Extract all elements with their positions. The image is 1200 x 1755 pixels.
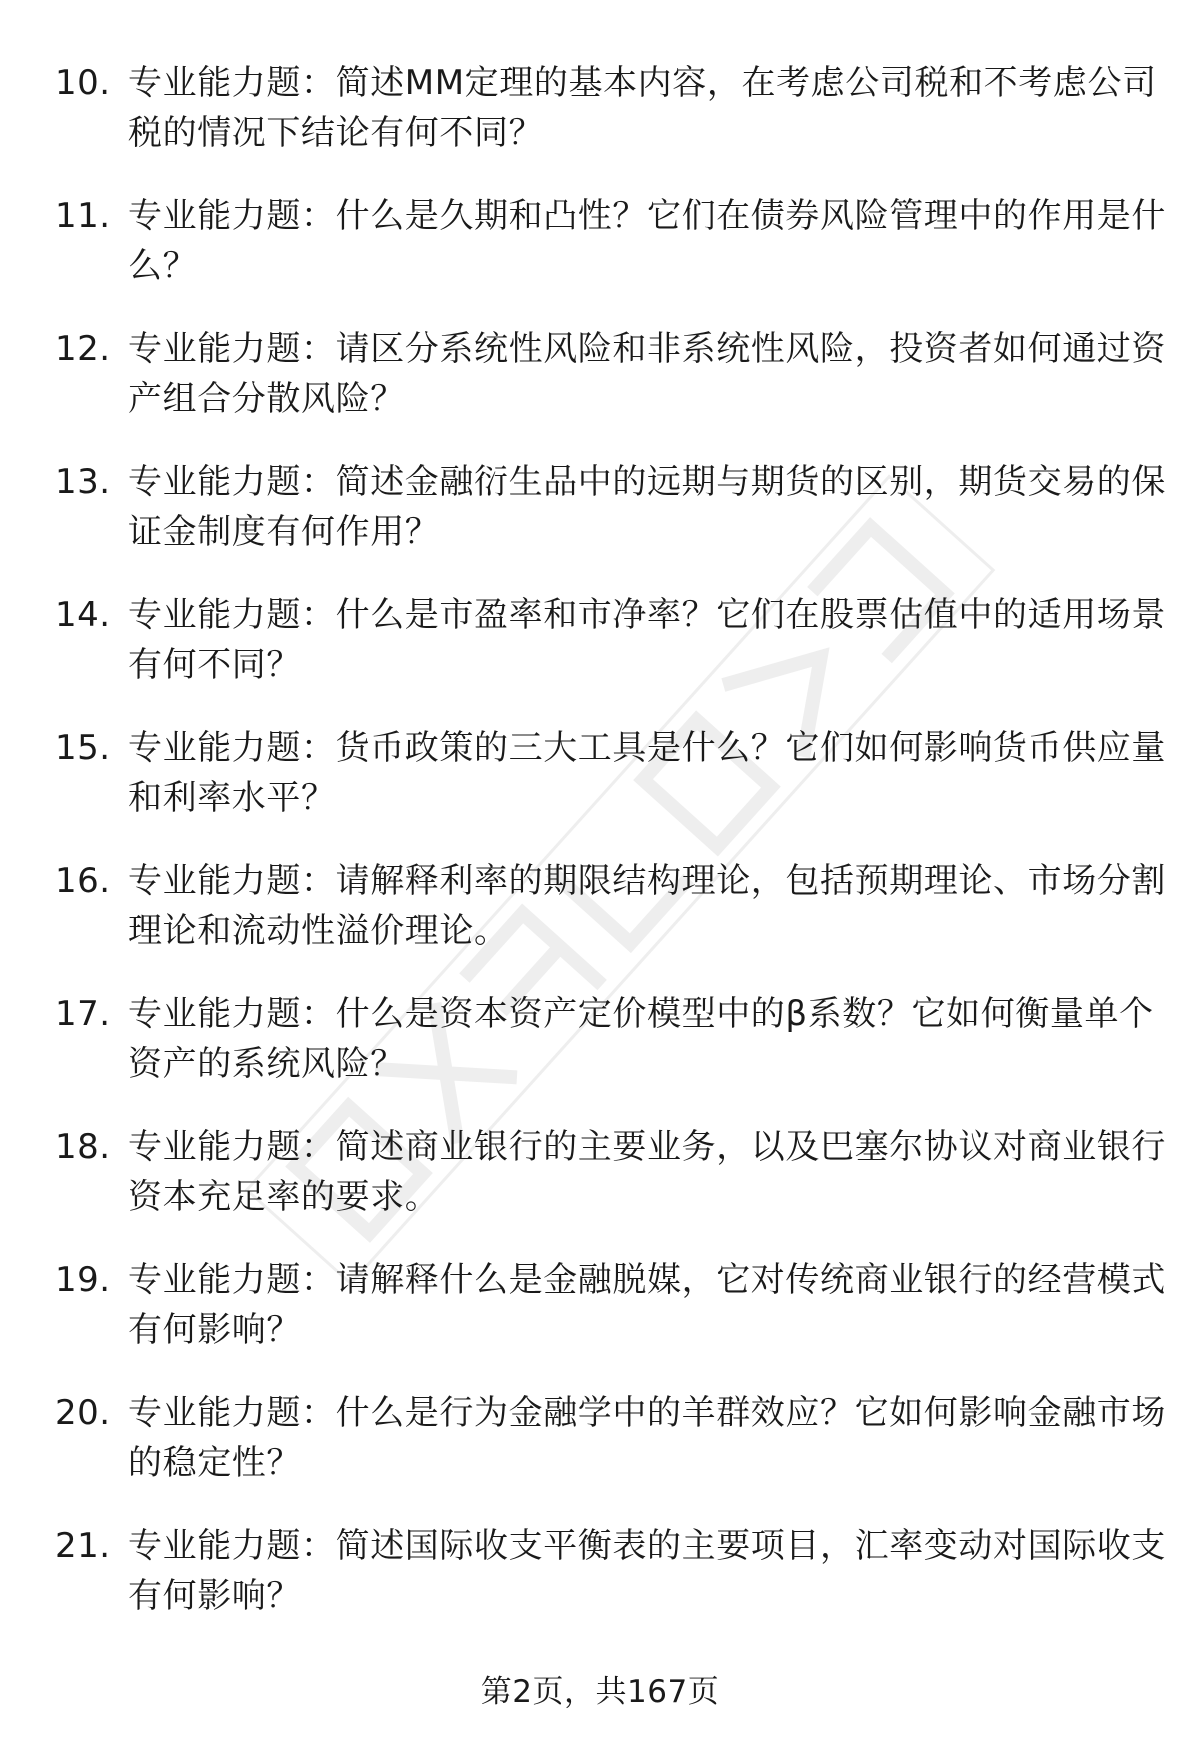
question-item (0, 191, 1200, 324)
question-text: 专业能力题：简述国际收支平衡表的主要项目，汇率变动对国际收支有何影响？ (128, 1526, 1166, 1616)
question-number: 11. (55, 196, 111, 236)
question-item (0, 1255, 1200, 1388)
question-text: 专业能力题：请解释什么是金融脱媒，它对传统商业银行的经营模式有何影响？ (128, 1260, 1166, 1350)
question-item (0, 590, 1200, 723)
question-number: 12. (55, 329, 111, 369)
question-item (0, 723, 1200, 856)
question-number: 19. (55, 1260, 111, 1300)
question-number: 15. (55, 728, 111, 768)
question-item (0, 856, 1200, 989)
question-text: 专业能力题：什么是资本资产定价模型中的β系数？它如何衡量单个资产的系统风险？ (128, 994, 1154, 1084)
question-item (0, 58, 1200, 191)
page-number-footer: 第2页，共167页 (480, 1674, 720, 1710)
question-number: 17. (55, 994, 111, 1034)
question-text: 专业能力题：货币政策的三大工具是什么？它们如何影响货币供应量和利率水平？ (128, 728, 1166, 818)
question-item (0, 1122, 1200, 1255)
question-number: 14. (55, 595, 111, 635)
question-text: 专业能力题：请区分系统性风险和非系统性风险，投资者如何通过资产组合分散风险？ (128, 329, 1166, 419)
question-item (0, 1388, 1200, 1521)
question-list (0, 58, 1200, 1654)
question-item (0, 324, 1200, 457)
question-number: 16. (55, 861, 111, 901)
question-number: 13. (55, 462, 111, 502)
question-text: 专业能力题：什么是市盈率和市净率？它们在股票估值中的适用场景有何不同？ (128, 595, 1166, 685)
question-text: 专业能力题：简述金融衍生品中的远期与期货的区别，期货交易的保证金制度有何作用？ (128, 462, 1166, 552)
question-text: 专业能力题：请解释利率的期限结构理论，包括预期理论、市场分割理论和流动性溢价理论。 (128, 861, 1166, 951)
question-item (0, 457, 1200, 590)
question-text: 专业能力题：什么是行为金融学中的羊群效应？它如何影响金融市场的稳定性？ (128, 1393, 1166, 1483)
question-number: 21. (55, 1526, 111, 1566)
question-item (0, 989, 1200, 1122)
question-text: 专业能力题：简述MM定理的基本内容，在考虑公司税和不考虑公司税的情况下结论有何不同？ (128, 63, 1157, 153)
question-number: 20. (55, 1393, 111, 1433)
question-item (0, 1521, 1200, 1654)
question-text: 专业能力题：什么是久期和凸性？它们在债券风险管理中的作用是什么？ (128, 196, 1166, 286)
question-number: 18. (55, 1127, 111, 1167)
question-text: 专业能力题：简述商业银行的主要业务，以及巴塞尔协议对商业银行资本充足率的要求。 (128, 1127, 1166, 1217)
question-number: 10. (55, 63, 111, 103)
